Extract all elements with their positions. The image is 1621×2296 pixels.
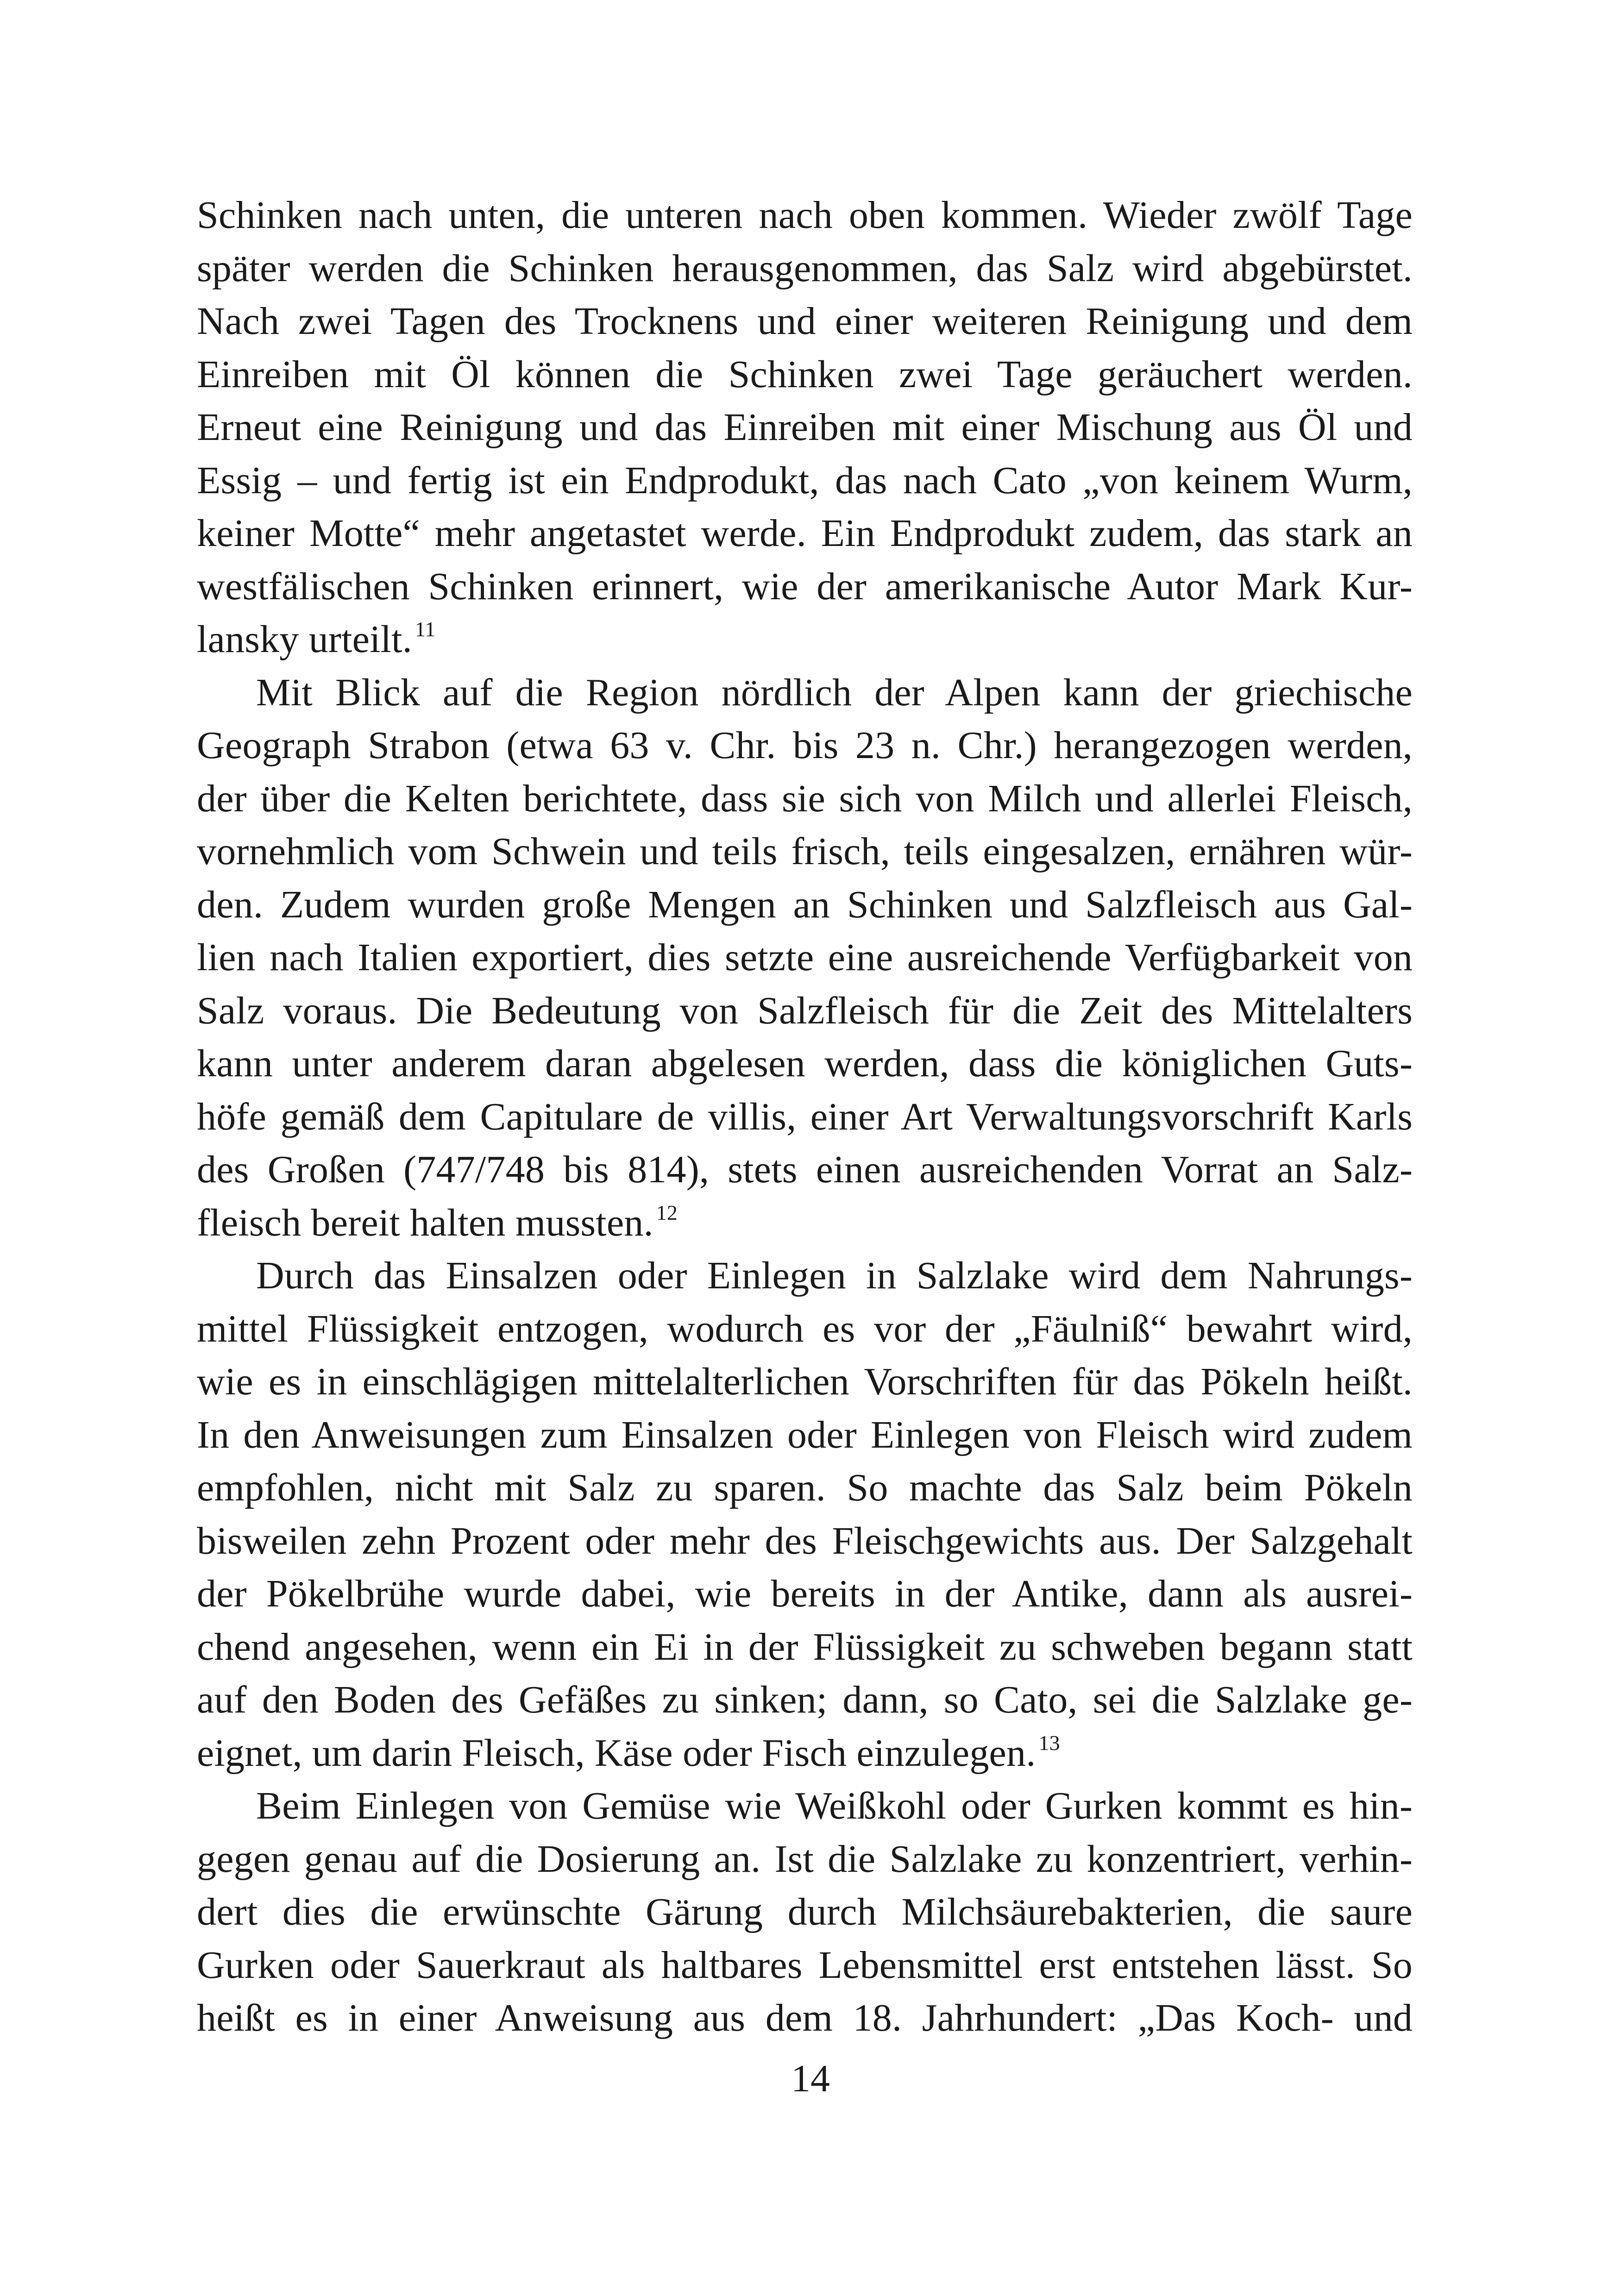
text-line: Nach zwei Tagen des Trocknens und einer weiteren Reinigung und dem bbox=[197, 300, 1413, 343]
text-line: der Pökelbrühe wurde dabei, wie bereits in der Antike, dann als ausrei- bbox=[197, 1572, 1413, 1615]
text-line-content: fleisch bereit halten mussten. bbox=[197, 1201, 653, 1244]
text-line: Erneut eine Reinigung und das Einreiben mit einer Mischung aus Öl und bbox=[197, 406, 1413, 449]
text-line: Salz voraus. Die Bedeutung von Salzfleisch für die Zeit des Mittelalters bbox=[197, 989, 1413, 1032]
text-line bbox=[197, 1727, 1413, 1780]
text-line-content: lansky urteilt. bbox=[197, 618, 412, 661]
paragraph bbox=[197, 189, 1413, 666]
text-line: Gurken oder Sauerkraut als haltbares Lebensmittel erst entstehen lässt. So bbox=[197, 1943, 1413, 1987]
text-line: höfe gemäß dem Capitulare de villis, einer Art Verwaltungsvorschrift Karls bbox=[197, 1095, 1413, 1138]
footnote-marker[interactable]: 11 bbox=[415, 617, 436, 641]
footnote-marker[interactable]: 13 bbox=[1038, 1731, 1060, 1755]
text-line: später werden die Schinken herausgenommen, das Salz wird abgebürstet. bbox=[197, 246, 1413, 290]
paragraph bbox=[197, 666, 1413, 1250]
text-line: mittel Flüssigkeit entzogen, wodurch es vor der „Fäulniß“ bewahrt wird, bbox=[197, 1307, 1413, 1350]
text-line: chend angesehen, wenn ein Ei in der Flüssigkeit zu schweben begann statt bbox=[197, 1625, 1413, 1669]
body-text bbox=[197, 189, 1413, 2045]
footnote-marker[interactable]: 12 bbox=[656, 1200, 678, 1224]
text-line: Einreiben mit Öl können die Schinken zwei Tage geräuchert werden. bbox=[197, 352, 1413, 396]
text-line: bisweilen zehn Prozent oder mehr des Fleischgewichts aus. Der Salzgehalt bbox=[197, 1519, 1413, 1562]
text-line: lien nach Italien exportiert, dies setzte eine ausreichende Verfügbarkeit von bbox=[197, 936, 1413, 979]
paragraph bbox=[197, 1249, 1413, 1780]
text-line: Schinken nach unten, die unteren nach oben kommen. Wieder zwölf Tage bbox=[197, 194, 1413, 237]
text-line bbox=[197, 613, 1413, 666]
text-line: Mit Blick auf die Region nördlich der Alpen kann der griechische bbox=[256, 671, 1413, 714]
text-line: In den Anweisungen zum Einsalzen oder Einlegen von Fleisch wird zudem bbox=[197, 1413, 1413, 1456]
text-line: Beim Einlegen von Gemüse wie Weißkohl oder Gurken kommt es hin- bbox=[256, 1784, 1413, 1827]
text-line-content: eignet, um darin Fleisch, Käse oder Fisch einzulegen. bbox=[197, 1731, 1036, 1775]
text-line: wie es in einschlägigen mittelalterlichen Vorschriften für das Pökeln heißt. bbox=[197, 1360, 1413, 1403]
text-line: Geograph Strabon (etwa 63 v. Chr. bis 23 n. Chr.) herangezogen werden, bbox=[197, 724, 1413, 767]
text-line: Durch das Einsalzen oder Einlegen in Salzlake wird dem Nahrungs- bbox=[256, 1254, 1413, 1297]
text-line: kann unter anderem daran abgelesen werden, dass die königlichen Guts- bbox=[197, 1042, 1413, 1085]
text-line: den. Zudem wurden große Mengen an Schinken und Salzfleisch aus Gal- bbox=[197, 883, 1413, 926]
text-line: Essig – und fertig ist ein Endprodukt, das nach Cato „von keinem Wurm, bbox=[197, 458, 1413, 502]
text-line: gegen genau auf die Dosierung an. Ist die Salzlake zu konzentriert, verhin- bbox=[197, 1837, 1413, 1881]
text-line: westfälischen Schinken erinnert, wie der amerikanische Autor Mark Kur- bbox=[197, 565, 1413, 608]
text-line bbox=[197, 1197, 1413, 1250]
text-line: der über die Kelten berichtete, dass sie sich von Milch und allerlei Fleisch, bbox=[197, 777, 1413, 820]
page-number: 14 bbox=[791, 2057, 830, 2100]
text-line: des Großen (747/748 bis 814), stets einen ausreichenden Vorrat an Salz- bbox=[197, 1148, 1413, 1191]
paragraph bbox=[197, 1780, 1413, 2045]
text-line: empfohlen, nicht mit Salz zu sparen. So machte das Salz beim Pökeln bbox=[197, 1466, 1413, 1509]
text-line: auf den Boden des Gefäßes zu sinken; dann, so Cato, sei die Salzlake ge- bbox=[197, 1678, 1413, 1721]
text-line: dert dies die erwünschte Gärung durch Milchsäurebakterien, die saure bbox=[197, 1890, 1413, 1933]
text-line: keiner Motte“ mehr angetastet werde. Ein Endprodukt zudem, das stark an bbox=[197, 512, 1413, 555]
text-line: heißt es in einer Anweisung aus dem 18. Jahrhundert: „Das Koch- und bbox=[197, 1996, 1413, 2039]
text-line: vornehmlich vom Schwein und teils frisch, teils eingesalzen, ernähren wür- bbox=[197, 830, 1413, 873]
